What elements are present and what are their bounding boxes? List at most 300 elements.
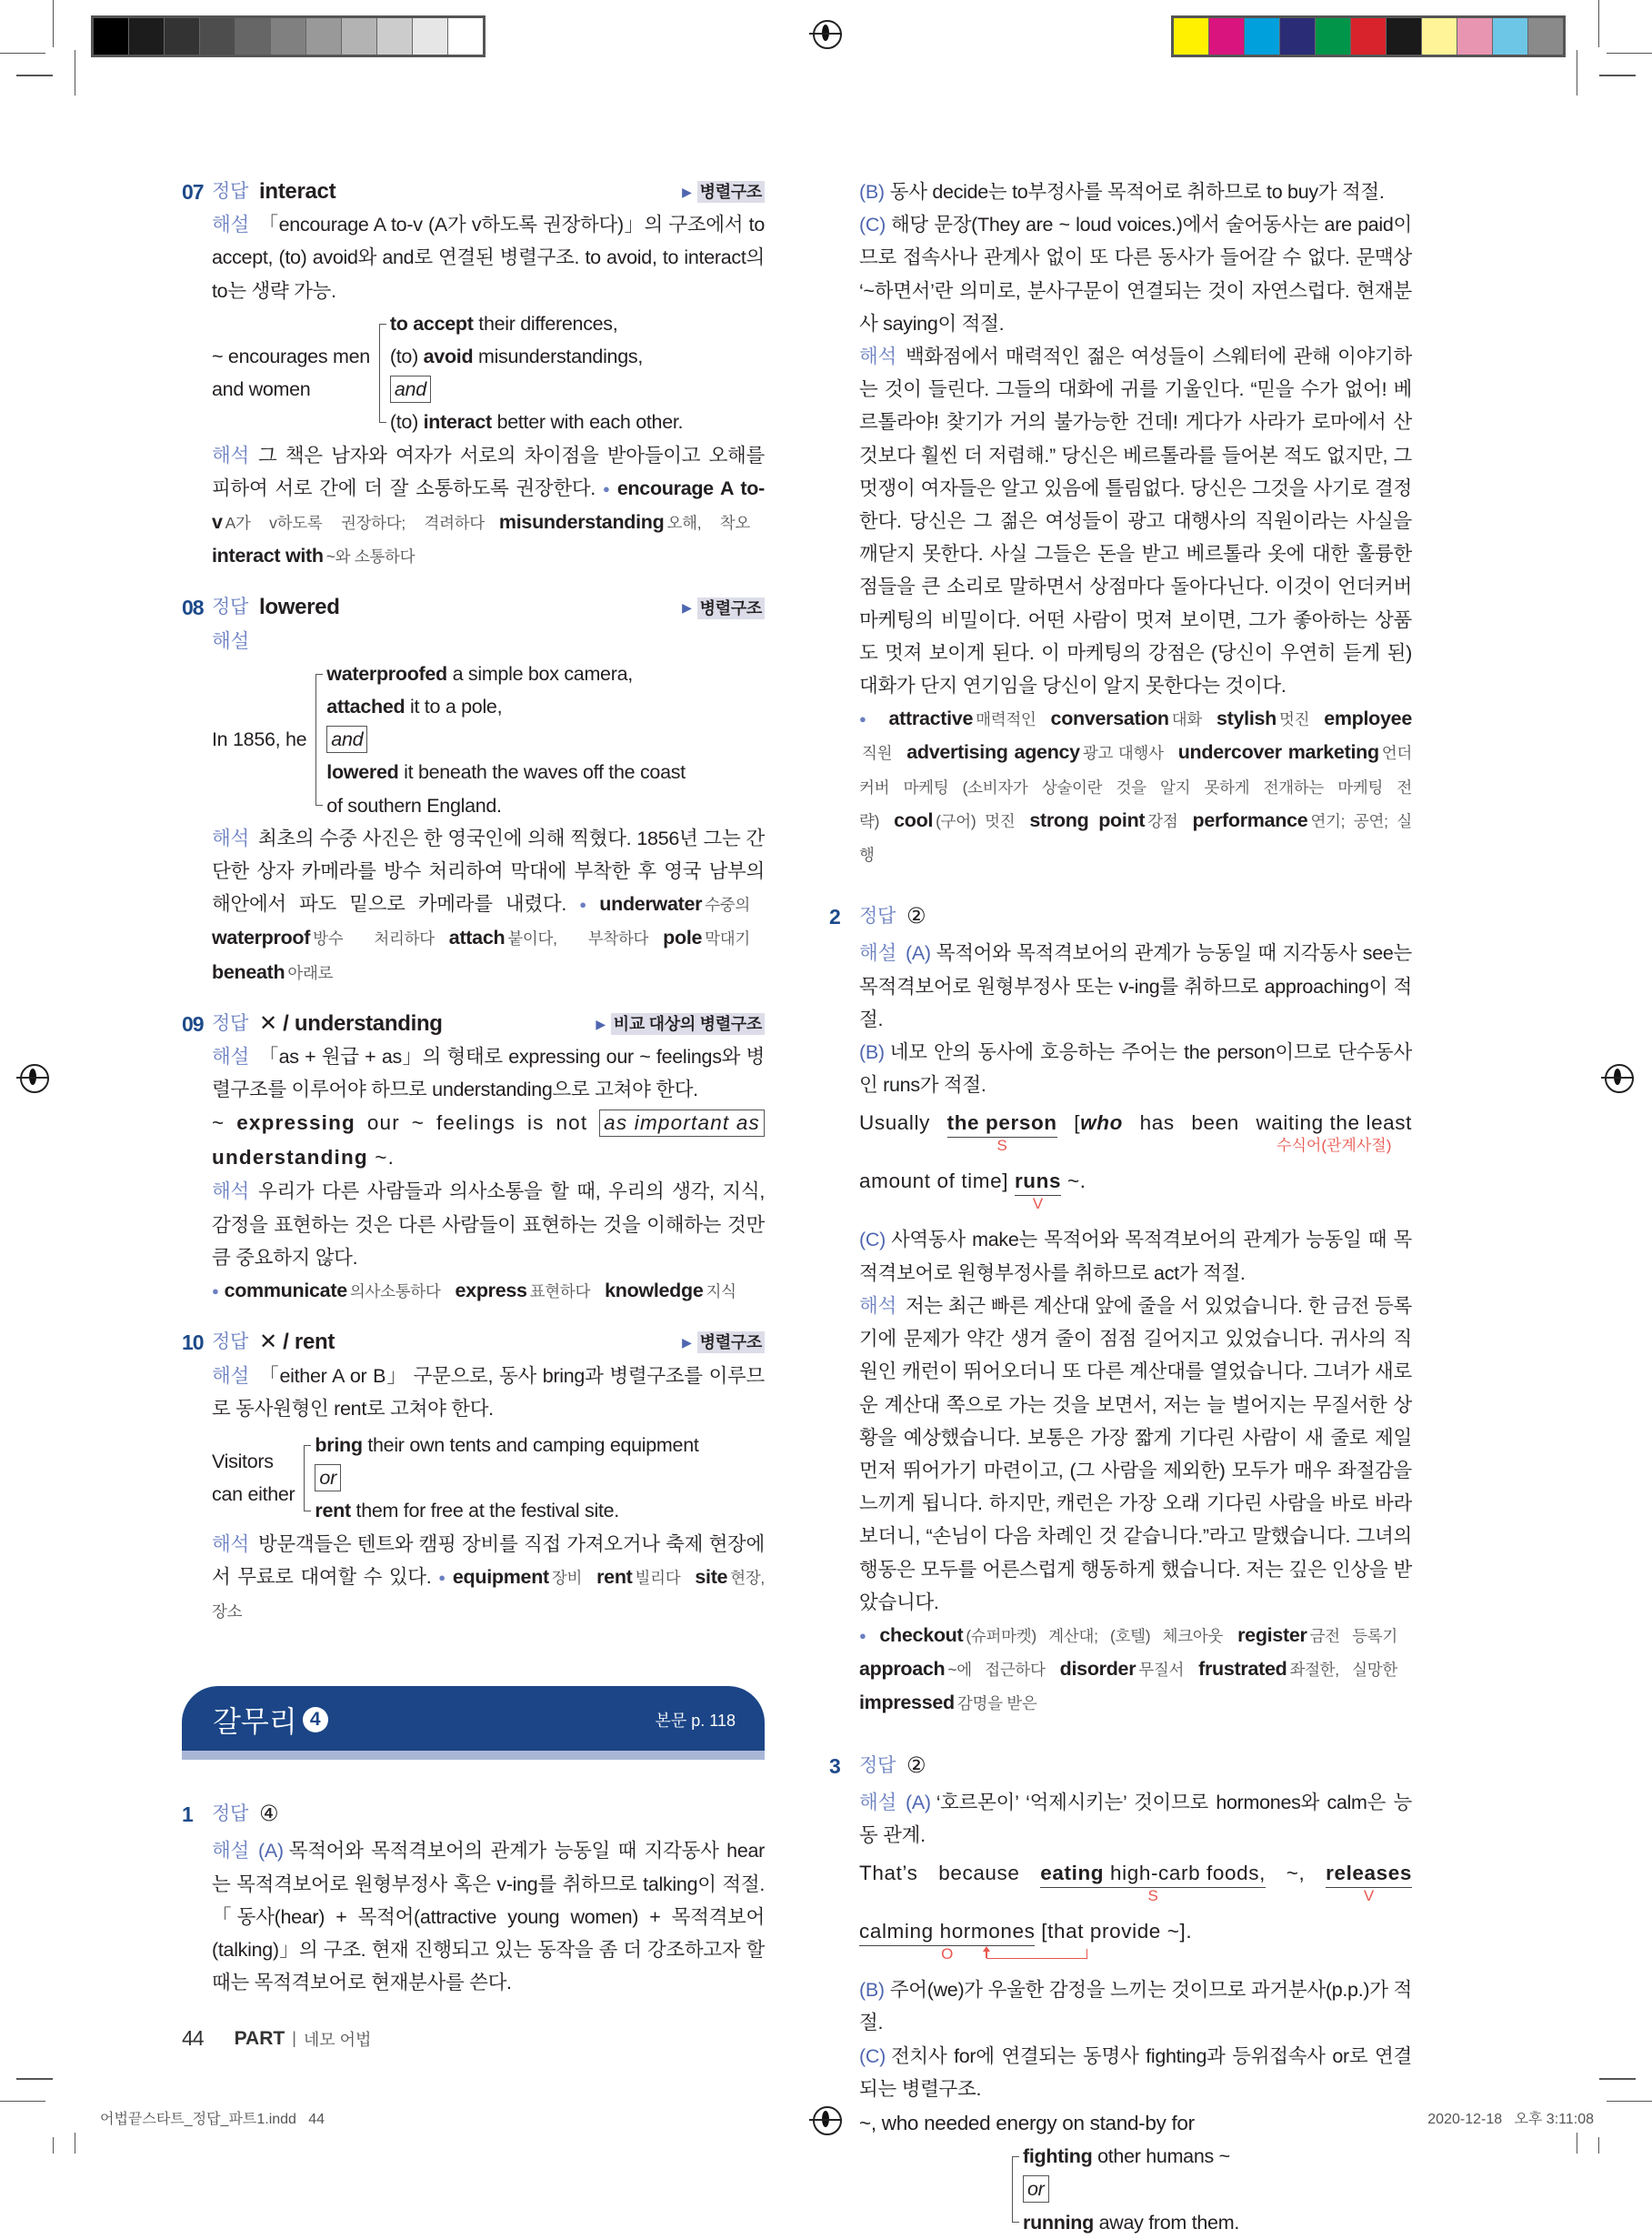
grammar-tag [671,591,765,624]
vocab-meaning: 수중의 [705,896,751,915]
bullet-icon: ● [212,1284,219,1299]
boxed-word: or [1023,2175,1049,2203]
vocab-meaning: ~에 접근하다 [947,1661,1046,1680]
color-swatch [271,18,306,55]
text-run: Usually [859,1111,947,1135]
crop-mark [1598,2137,1599,2154]
answer-text: interact [258,179,336,204]
section-label: 해설 [212,1364,249,1387]
diagram-subject [212,340,370,406]
question-09 [182,1008,765,1308]
vocab-meaning: 언더커버 마케팅 (소비자가 상술이란 것을 알지 못하게 전개하는 마케팅 전략) [859,744,1413,830]
explanation-c [859,1223,1412,1289]
sub-label: (B) [859,1041,885,1064]
question-3 [829,1750,1412,2239]
vocab-word: performance [1192,808,1308,831]
vocabulary [859,702,1412,871]
vocab-word: register [1237,1623,1307,1646]
grammar-tag-label: 병렬구조 [697,1331,765,1353]
sub-label: (B) [859,181,885,203]
question-1-continued [829,176,1412,871]
section-label: 해석 [212,444,249,467]
vocab-meaning: 빌리다 [635,1568,681,1587]
diagram-subject [212,1445,295,1511]
diagram-branch [1023,2140,1239,2173]
text-run: 백화점에서 매력적인 젊은 여성들이 스웨터에 관해 이야기하는 것이 들린다. 그들의 대화에 귀를 기울인다. “믿을 수가 없어! 베르톨라야! 찾기가 거의 불가능한 건데! 게다가 사라가 로마에서 산 것보다 훨씬 더 저렴해.” 당신은 베르톨라를 들어본 적도 없지만, 그 멋쟁이 여자들은 알고 있음에 틀림없다. 당신은 그것을 사기로 결정한다. 당신은 그 젊은 여성들이 광고 대행사의 직원이라는 사실을 깨닫지 못한다. 사실 그들은 돈을 받고 베르톨라 옷에 대한 훌륭한 점들을 큰 소리로 말하면서 상점마다 돌아다닌다. 이것이 언더커버 마케팅의 비밀이다. 어떤 사람이 멋져 보이면, 그가 좋아하는 상품도 멋져 보이게 된다. 이 마케팅의 강점은 (당신이 우연히 듣게 된) 대화가 단지 연기임을 당신이 알지 못한다는 것이다. [859,346,1412,698]
vocab-word: communicate [224,1280,347,1302]
text-run: 「as + 원급 + as」의 형태로 expressing our ~ feelings와 병렬구조를 이루어야 하므로 understanding으로 고쳐야 한다. [212,1046,765,1101]
diagram-branch [326,690,686,723]
color-swatch [413,18,448,55]
vocab-word: checkout [879,1623,964,1646]
vocab-word: conversation [1050,708,1169,730]
question-header [182,1798,765,1831]
vocab-word: strong point [1029,808,1146,831]
separator: | [292,2029,296,2048]
explanation-a [859,937,1412,1036]
translation [859,1290,1412,1619]
color-swatch [1422,18,1457,55]
slug-filename: 어법끝스타트_정답_파트1.indd 44 [100,2112,325,2127]
grammar-role-label: 수식어(관계사절) [1277,1137,1392,1155]
vocab-word: disorder [1059,1658,1136,1681]
registration-mark-icon [813,20,842,49]
explanation-a [859,1786,1412,1852]
diagram-branch [326,789,686,822]
bold-term: to accept [389,312,474,335]
grammar-tag-label: 병렬구조 [697,597,765,619]
grammar-role-label: V [1032,1195,1044,1213]
text-run: 해당 문장(They are ~ loud voices.)에서 술어동사는 are paid이므로 접속사나 관계사 없이 또 다른 동사가 들어갈 수 없다. 문맥상 ‘~하면서’란 의미로, 분사구문이 연결되는 것이 자연스럽다. 현재분사 saying이 적절. [859,214,1412,335]
section-label: 해석 [212,827,249,849]
question-number: 3 [829,1753,840,1778]
parallel-structure-diagram [212,658,765,822]
vocab-meaning: 의사소통하다 [349,1282,441,1301]
text-run: amount of time] [859,1170,1015,1193]
text-run: 목적어와 목적격보어의 관계가 능동일 때 지각동사 see는 목적격보어로 원형부정사 또는 v-ing를 취하므로 approaching이 적절. [859,942,1412,1030]
section-label: 해석 [212,1180,249,1203]
process-color-bar [1171,15,1566,57]
translation [212,822,765,989]
bullet-icon: ● [579,898,595,912]
bullet-icon: ● [859,1628,875,1642]
registration-mark-icon [20,1064,49,1093]
answer-text: lowered [258,595,340,620]
text-run: their own tents and camping equipment [362,1433,699,1456]
sub-label: (A) [905,1791,931,1813]
underlined-phrase: releases V [1326,1862,1412,1905]
vocab-meaning: 아래로 [287,963,334,982]
vocabulary [859,1619,1412,1721]
vocab-meaning: A가 v하도록 권장하다; 격려하다 [225,514,485,533]
bold-term: lowered [326,761,399,784]
grayscale-color-bar [91,15,486,57]
vocab-meaning: 표현하다 [529,1282,591,1301]
text-run: 방문객들은 텐트와 캠핑 장비를 직접 가져오거나 축제 현장에서 무료로 대여할 수 있다. [212,1532,765,1588]
bold-term: expressing [236,1111,355,1135]
text-run: ~. [1061,1170,1086,1193]
text-run: ~, [1265,1862,1327,1885]
question-header [182,1326,765,1359]
triangle-icon: ▶ [682,185,692,199]
slug-timestamp: 2020-12-18 오후 3:11:08 [1427,2112,1594,2127]
section-name: 네모 어법 [303,2030,372,2049]
crop-mark [53,0,54,47]
answer-text: ✕ / rent [258,1330,335,1355]
diagram-subject-line: can either [212,1483,295,1506]
question-10 [182,1326,765,1628]
text-run: 목적어와 목적격보어의 관계가 능동일 때 지각동사 hear는 목적격보어로 원형부정사 혹은 v-ing를 취하므로 talking이 적절. 「동사(hear) + 목적어(attractive young women) + 목적격보어(talking)」의 구조. 현재 진행되고 있는 동작을 좀 더 강조하고자 할 때는 목적격보어로 현재분사를 쓴다. [212,1840,765,1994]
bold-term: attached [326,696,405,718]
color-swatch [1280,18,1316,55]
section-banner [182,1686,765,1760]
vocab-word: underwater [599,893,703,916]
color-swatch [377,18,413,55]
vocab-word: attach [448,927,506,949]
bold-term: rent [315,1500,351,1522]
color-swatch [129,18,165,55]
boxed-word: or [315,1464,341,1491]
answer-choice: ④ [258,1802,279,1827]
triangle-icon: ▶ [682,600,692,616]
vocab-word: rent [596,1565,633,1588]
vocab-word: beneath [212,960,285,983]
color-swatch [1209,18,1245,55]
bullet-icon: ● [602,481,612,496]
vocab-meaning: 오해, 착오 [666,514,750,533]
text-run: 저는 최근 빠른 계산대 앞에 줄을 서 있었습니다. 한 금전 등록기에 문제가 약간 생겨 줄이 점점 길어지고 있었습니다. 귀사의 직원인 캐런이 뛰어오더니 또 다른 계산대를 열었습니다. 그녀가 새로운 계산대 쪽으로 가는 것을 보면서, 저는 늘 벌어지는 무질서한 상황을 예상했습니다. 보통은 가장 짧게 기다린 사람이 새 줄로 제일 먼저 뛰어가기 마련이고, (그 사람을 제외한) 모두가 매우 좌절감을 느끼게 됩니다. 하지만, 캐런은 가장 오래 기다린 사람을 바로 바라보더니, “손님이 다음 차례인 것 같습니다.”라고 말했습니다. 그녀의 행동은 모두를 어른스럽게 행동하게 했습니다. 저는 깊은 인상을 받았습니다. [859,1294,1412,1613]
explanation [212,1040,765,1106]
vocab-word: site [695,1565,728,1588]
text-run: has been [1122,1111,1257,1135]
boxed-word: as important as [599,1109,765,1137]
diagram-branch [326,723,686,756]
question-number: 1 [182,1802,193,1827]
question-header [829,900,1412,933]
vocab-meaning: 광고 대행사 [1082,744,1164,763]
color-swatch [94,18,129,55]
diagram-branch [315,1429,698,1461]
color-swatch [1528,18,1563,55]
crop-mark [1607,53,1652,54]
boxed-word: and [326,726,367,753]
diagram-branch [1023,2173,1239,2205]
bullet-icon: ● [438,1570,447,1584]
vocab-meaning: 장비 [551,1568,583,1587]
crop-mark [53,2137,54,2154]
vocab-word: approach [859,1658,946,1681]
question-number: 10 [182,1330,204,1355]
arrow-up-icon [983,1946,990,1952]
diagram-branch [390,373,683,406]
crop-mark [1599,75,1636,76]
diagram-branch [326,756,686,788]
underlined-phrase: the person S [946,1111,1057,1155]
diagram-bracket [315,658,686,822]
vocab-meaning: 무질서 [1138,1661,1185,1680]
bold-term: understanding [212,1146,368,1170]
color-swatch [1316,18,1351,55]
grammar-role-label: O [941,1945,954,1963]
answer-label: 정답 [859,906,896,928]
vocab-word: employee [1324,708,1412,730]
vocab-word: undercover marketing [1177,741,1379,764]
question-header [182,176,765,208]
crop-mark [1607,2101,1652,2102]
parallel-structure-diagram [1012,2140,1412,2239]
question-number: 07 [182,180,204,204]
crop-mark [0,53,45,54]
vocab-meaning: 붙이다, 부착하다 [507,929,649,949]
vocab-meaning: 매력적인 [976,710,1036,729]
vocab-word: stylish [1216,708,1277,730]
vocab-meaning: 대화 [1171,710,1202,729]
color-swatch [1493,18,1528,55]
color-swatch [1457,18,1493,55]
section-label: 해석 [859,1294,896,1317]
vocabulary [212,1274,765,1308]
bold-term: eating [1040,1862,1105,1885]
sub-label: (B) [859,1979,885,2002]
bold-italic-term: who [1080,1111,1123,1135]
diagram-branch [315,1461,698,1494]
grammar-tag-label: 비교 대상의 병렬구조 [611,1013,765,1035]
text-run: 사역동사 make는 목적어와 목적격보어의 관계가 능동일 때 목적격보어로 원형부정사를 취하므로 act가 적절. [859,1229,1412,1284]
vocab-meaning: 지식 [706,1282,736,1301]
diagram-branch [390,406,683,438]
vocab-word: impressed [859,1692,955,1714]
diagram-bracket [1012,2140,1239,2239]
color-swatch [1351,18,1387,55]
diagram-subject-line: In 1856, he [212,728,307,751]
grammar-tag [585,1008,765,1040]
example-sentence [212,1106,765,1175]
banner-title [213,1699,328,1741]
left-column [182,176,765,2051]
page-footer [182,1999,765,2051]
vocab-meaning: 좌절한, 실망한 [1289,1661,1397,1680]
section-label: 해설 [859,1791,896,1813]
vocab-meaning: 방수 처리하다 [313,929,435,949]
modifier-clause: [that provide ~]. [1041,1918,1192,1945]
explanation-c [859,208,1412,340]
answer-choice: ② [906,1752,926,1778]
page-number: 44 [182,2026,204,2051]
crop-mark [16,75,53,76]
sub-label: (C) [859,1229,886,1251]
page-reference: 본문 p. 118 [655,1712,736,1731]
color-swatch [306,18,342,55]
text-run: away from them. [1093,2211,1239,2234]
question-header [829,1750,1412,1782]
explanation-b [859,1036,1412,1101]
grammar-tag-label: 병렬구조 [697,181,765,203]
banner-strip [182,1751,765,1760]
explanation [212,1360,765,1425]
annotated-phrase: waiting the least 수식어(관계사절) [1256,1111,1412,1155]
text-run: our ~ feelings is not [355,1111,600,1135]
text-run: 그 책은 남자와 여자가 서로의 차이점을 받아들이고 오해를 피하여 서로 간에 더 잘 소통하도록 권장한다. [212,444,765,499]
vocab-word: frustrated [1198,1658,1287,1681]
diagram-subject-line: Visitors [212,1451,274,1472]
triangle-icon: ▶ [682,1335,692,1350]
grammar-role-label: S [996,1137,1007,1155]
question-number: 09 [182,1011,204,1036]
vocab-word: advertising agency [906,741,1080,764]
text-run: ~ [212,1111,237,1135]
parallel-structure-diagram [212,307,765,439]
question-number: 2 [829,905,840,929]
grammar-tag [671,1326,765,1359]
question-2 [829,900,1412,1720]
text-run: ‘호르몬이’ ‘억제시키는’ 것이므로 hormones와 calm은 능동 관계. [859,1791,1412,1846]
vocab-word: pole [663,927,703,949]
color-swatch [1245,18,1280,55]
vocab-word: waterproof [212,927,311,949]
explanation-b [859,176,1412,208]
vocab-meaning: 직원 [862,744,893,763]
triangle-icon: ▶ [596,1016,606,1031]
diagram-branch [315,1494,698,1527]
right-column [829,176,1412,2239]
translation [212,1528,765,1629]
vocab-meaning: 감명을 받은 [956,1694,1037,1713]
vocab-meaning: (구어) 멋진 [936,811,1016,830]
diagram-subject [212,723,306,756]
sub-label: (A) [905,942,931,965]
text-run: That’s because [859,1862,1041,1885]
underlined-phrase: runs V [1014,1170,1062,1213]
registration-mark-icon [1605,1064,1634,1093]
section-label: 해설 [212,629,249,652]
banner-number-badge: 4 [303,1707,328,1732]
diagram-branch [1023,2206,1239,2239]
vocab-meaning: 금전 등록기 [1309,1626,1397,1645]
translation [212,1175,765,1274]
grammar-role-label: V [1363,1887,1375,1905]
vocab-meaning: (슈퍼마켓) 계산대; (호텔) 체크아웃 [966,1626,1224,1645]
vocab-word: encourage A to-v [212,477,765,534]
section-label: 해설 [212,1840,249,1862]
text-run [1035,1920,1041,1943]
color-swatch [1174,18,1209,55]
question-number: 08 [182,596,204,620]
vocab-meaning: 막대기 [705,929,750,949]
part-label: PART [234,2027,285,2049]
crop-mark [1598,0,1599,47]
answer-choice: ② [906,904,926,929]
color-swatch [200,18,235,55]
color-swatch [448,18,483,55]
text-run: 주어(we)가 우울한 감정을 느끼는 것이므로 과거분사(p.p.)가 적절. [859,1979,1412,2034]
sub-label: (C) [859,2044,886,2067]
underlined-phrase: eating high-carb foods, S [1040,1862,1266,1905]
text-run: 네모 안의 동사에 호응하는 주어는 the person이므로 단수동사인 runs가 적절. [859,1041,1412,1097]
explanation-b [859,1973,1412,2039]
section-label: 해설 [212,214,249,236]
question-1 [182,1798,765,1999]
section-label: 해설 [859,942,896,965]
bold-term: waterproofed [326,662,447,685]
vocab-meaning: 연기; 공연; 실행 [859,811,1412,865]
diagram-branch [390,307,683,340]
diagram-bracket [379,307,683,439]
explanation [212,1834,765,1999]
answer-label: 정답 [212,1012,248,1034]
vocab-word: interact with [212,545,324,567]
bold-term: running [1023,2211,1094,2234]
translation [212,439,765,574]
text-run: (to) [389,346,424,368]
sub-label: (A) [257,1840,284,1862]
text-run: ~. [367,1146,395,1170]
parallel-structure-diagram [212,1429,765,1528]
diagram-subject-line: ~ encourages men [212,346,370,368]
text-run: (to) [389,411,424,434]
section-label: 해설 [212,1046,249,1069]
boxed-word: and [390,376,431,403]
bold-term: interact [423,411,492,434]
color-swatch [165,18,200,55]
answer-label: 정답 [212,181,248,202]
bold-term: fighting [1023,2145,1093,2168]
grammar-tag [671,176,765,208]
crop-mark [0,2101,45,2102]
annotated-sentence [859,1094,1412,1213]
text-run: them for free at the festival site. [350,1500,619,1522]
text-run: it beneath the waves off the coast [398,761,686,784]
diagram-bracket [304,1429,698,1528]
diagram-branch [326,658,686,690]
explanation [212,208,765,307]
vocab-meaning: 강점 [1147,811,1178,830]
vocab-meaning: 현장, 장소 [212,1568,765,1621]
vocab-word: equipment [452,1565,549,1588]
vocab-word: knowledge [605,1280,704,1302]
vocab-meaning: ~와 소통하다 [325,547,416,567]
answer-label: 정답 [212,1803,248,1825]
text-run: [ [1056,1111,1081,1135]
diagram-subject-line: and women [212,378,311,401]
section-label: 해석 [859,346,896,368]
text-run: a simple box camera, [446,662,633,685]
grammar-role-label: S [1147,1887,1158,1905]
explanation [212,625,765,658]
vocab-meaning: 멋진 [1278,710,1310,729]
color-swatch [235,18,271,55]
question-08 [182,591,765,989]
banner-title-text: 갈무리 [213,1705,297,1739]
text-run: 전치사 for에 연결되는 동명사 fighting과 등위접속사 or로 연결되는 병렬구조. [859,2044,1412,2100]
text-run: misunderstandings, [473,346,643,368]
text-run: 우리가 다른 사람들과 의사소통을 할 때, 우리의 생각, 지식, 감정을 표현하는 것은 다른 사람들이 표현하는 것을 이해하는 것만큼 중요하지 않다. [212,1180,765,1269]
diagram-branch [390,340,683,373]
bold-term: bring [315,1433,363,1456]
vocab-word: misunderstanding [498,511,665,534]
vocab-word: attractive [888,708,974,730]
answer-label: 정답 [212,1331,248,1353]
annotated-sentence [859,1844,1412,1961]
section-label: 해석 [212,1532,249,1555]
color-swatch [342,18,377,55]
text-run: 최초의 수중 사진은 한 영국인에 의해 찍혔다. 1856년 그는 간단한 상자 카메라를 방수 처리하여 막대에 부착한 후 영국 남부의 해안에서 파도 밑으로 카메라를 내렸다. [212,827,765,916]
answer-text: ✕ / understanding [258,1010,443,1036]
answer-label: 정답 [212,597,248,618]
text-run: other humans ~ [1092,2145,1230,2168]
question-07 [182,176,765,573]
lead-sentence: ~, who needed energy on stand-by for [859,2111,1195,2134]
underlined-phrase: calming hormones O [859,1920,1036,1963]
